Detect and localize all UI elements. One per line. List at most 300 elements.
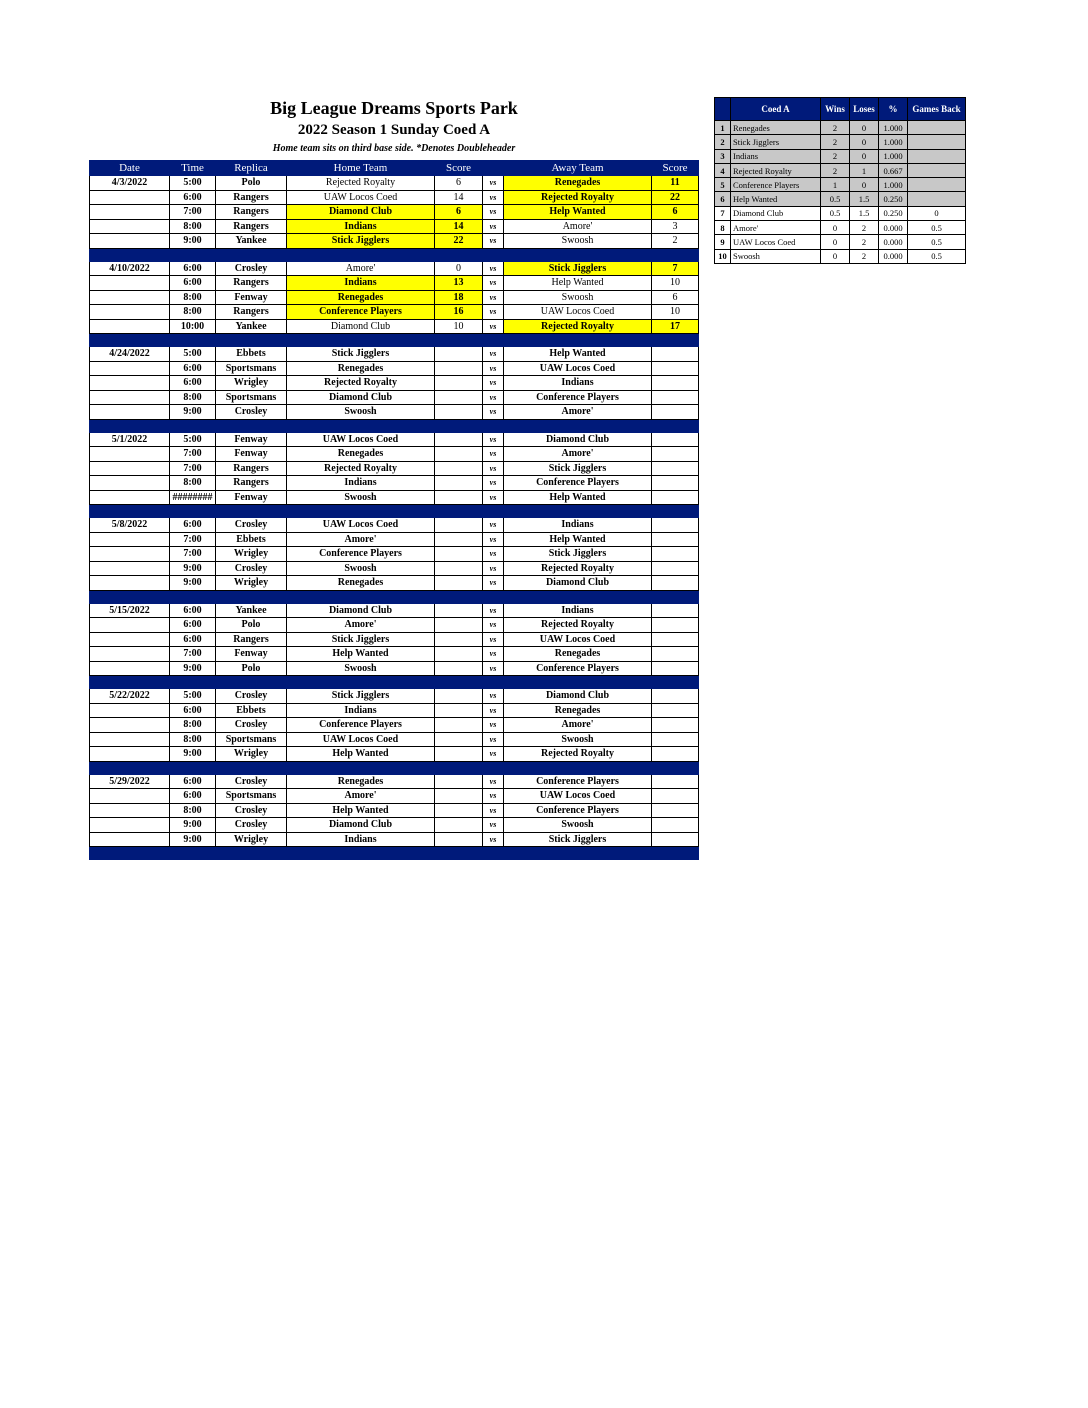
- away-team: Renegades: [504, 703, 652, 718]
- vs-label: vs: [483, 718, 504, 733]
- away-score: 6: [652, 205, 699, 220]
- vs-label: vs: [483, 447, 504, 462]
- separator-cell: [483, 248, 504, 261]
- separator-cell: [435, 248, 483, 261]
- home-score: [435, 747, 483, 762]
- separator-cell: [504, 334, 652, 347]
- standings-header-rank: [715, 98, 731, 121]
- schedule-row: [90, 219, 699, 234]
- game-date: [90, 490, 170, 505]
- game-field: Rangers: [216, 461, 287, 476]
- away-score: [652, 547, 699, 562]
- standings-games-back: 0.5: [908, 249, 966, 263]
- standings-wins: 0: [821, 221, 850, 235]
- away-score: [652, 703, 699, 718]
- game-field: Crosley: [216, 405, 287, 420]
- standings-loses: 2: [850, 221, 879, 235]
- game-date: [90, 647, 170, 662]
- game-date: [90, 747, 170, 762]
- game-date: [90, 661, 170, 676]
- separator-cell: [216, 847, 287, 860]
- standings-wins: 2: [821, 135, 850, 149]
- vs-label: vs: [483, 747, 504, 762]
- away-score: [652, 432, 699, 447]
- home-score: [435, 532, 483, 547]
- game-time: 6:00: [170, 789, 216, 804]
- vs-label: vs: [483, 518, 504, 533]
- col-header-home-score: Score: [435, 161, 483, 176]
- away-score: 3: [652, 219, 699, 234]
- separator-cell: [90, 590, 170, 603]
- away-score: [652, 361, 699, 376]
- standings-team: Conference Players: [731, 178, 821, 192]
- home-score: [435, 547, 483, 562]
- home-score: [435, 447, 483, 462]
- away-team: Renegades: [504, 647, 652, 662]
- separator-cell: [216, 676, 287, 689]
- standings-loses: 1.5: [850, 206, 879, 220]
- standings-row: [715, 163, 966, 177]
- away-team: Help Wanted: [504, 276, 652, 291]
- vs-label: vs: [483, 703, 504, 718]
- home-team: Diamond Club: [287, 818, 435, 833]
- game-time: 8:00: [170, 803, 216, 818]
- game-field: Sportsmans: [216, 361, 287, 376]
- game-time: 7:00: [170, 532, 216, 547]
- game-date: [90, 190, 170, 205]
- separator-cell: [652, 847, 699, 860]
- standings-rank: 3: [715, 149, 731, 163]
- game-time: 6:00: [170, 376, 216, 391]
- separator-cell: [435, 505, 483, 518]
- home-team: UAW Locos Coed: [287, 190, 435, 205]
- away-team: Conference Players: [504, 476, 652, 491]
- standings-wins: 1: [821, 178, 850, 192]
- schedule-row: [90, 518, 699, 533]
- away-score: [652, 747, 699, 762]
- game-time: 6:00: [170, 774, 216, 789]
- game-field: Rangers: [216, 205, 287, 220]
- home-score: [435, 390, 483, 405]
- away-team: UAW Locos Coed: [504, 361, 652, 376]
- home-team: Amore': [287, 789, 435, 804]
- schedule-row: [90, 376, 699, 391]
- standings-team: Stick Jigglers: [731, 135, 821, 149]
- game-date: [90, 205, 170, 220]
- game-field: Ebbets: [216, 532, 287, 547]
- separator-cell: [216, 334, 287, 347]
- standings-header-team: Coed A: [731, 98, 821, 121]
- standings-body: [715, 121, 966, 264]
- vs-label: vs: [483, 661, 504, 676]
- standings-team: Help Wanted: [731, 192, 821, 206]
- home-score: [435, 803, 483, 818]
- home-score: [435, 832, 483, 847]
- game-time: 8:00: [170, 718, 216, 733]
- standings-games-back: [908, 178, 966, 192]
- standings-loses: 0: [850, 178, 879, 192]
- away-score: 17: [652, 319, 699, 334]
- separator-cell: [504, 248, 652, 261]
- standings-loses: 1: [850, 163, 879, 177]
- schedule-row: [90, 305, 699, 320]
- separator-cell: [90, 334, 170, 347]
- game-date: [90, 618, 170, 633]
- away-score: [652, 632, 699, 647]
- away-score: [652, 818, 699, 833]
- home-team: UAW Locos Coed: [287, 518, 435, 533]
- standings-rank: 2: [715, 135, 731, 149]
- home-team: Help Wanted: [287, 803, 435, 818]
- schedule-row: [90, 176, 699, 191]
- standings-header-row: [715, 98, 966, 121]
- schedule-row: [90, 490, 699, 505]
- separator-cell: [90, 505, 170, 518]
- game-time: 9:00: [170, 405, 216, 420]
- standings-rank: 5: [715, 178, 731, 192]
- away-score: [652, 347, 699, 362]
- away-team: Indians: [504, 376, 652, 391]
- separator-cell: [90, 847, 170, 860]
- schedule-row: [90, 390, 699, 405]
- game-field: Ebbets: [216, 703, 287, 718]
- game-field: Wrigley: [216, 576, 287, 591]
- home-score: 16: [435, 305, 483, 320]
- away-team: Help Wanted: [504, 347, 652, 362]
- game-time: 9:00: [170, 561, 216, 576]
- home-score: [435, 718, 483, 733]
- away-team: Conference Players: [504, 803, 652, 818]
- away-team: Stick Jigglers: [504, 461, 652, 476]
- schedule-row: [90, 319, 699, 334]
- away-team: UAW Locos Coed: [504, 305, 652, 320]
- home-team: Renegades: [287, 774, 435, 789]
- game-field: Sportsmans: [216, 732, 287, 747]
- standings-games-back: 0.5: [908, 221, 966, 235]
- schedule-row: [90, 532, 699, 547]
- schedule-row: [90, 803, 699, 818]
- game-date: [90, 234, 170, 249]
- home-team: Diamond Club: [287, 319, 435, 334]
- schedule-row: [90, 818, 699, 833]
- week-separator: [90, 419, 699, 432]
- standings-loses: 0: [850, 135, 879, 149]
- game-time: 7:00: [170, 547, 216, 562]
- game-field: Rangers: [216, 219, 287, 234]
- away-team: Help Wanted: [504, 532, 652, 547]
- game-date: [90, 276, 170, 291]
- separator-cell: [504, 590, 652, 603]
- standings-table: [714, 97, 966, 264]
- standings-team: UAW Locos Coed: [731, 235, 821, 249]
- col-header-away-team: Away Team: [504, 161, 652, 176]
- schedule-row: [90, 347, 699, 362]
- standings-loses: 0: [850, 121, 879, 135]
- separator-cell: [170, 590, 216, 603]
- separator-cell: [170, 334, 216, 347]
- game-time: 5:00: [170, 347, 216, 362]
- home-team: Conference Players: [287, 305, 435, 320]
- standings-games-back: [908, 192, 966, 206]
- vs-label: vs: [483, 390, 504, 405]
- game-date: [90, 319, 170, 334]
- standings-team: Diamond Club: [731, 206, 821, 220]
- away-team: Swoosh: [504, 732, 652, 747]
- standings-games-back: [908, 121, 966, 135]
- standings-wins: 0.5: [821, 192, 850, 206]
- home-score: 0: [435, 261, 483, 276]
- away-team: Rejected Royalty: [504, 618, 652, 633]
- away-score: [652, 461, 699, 476]
- separator-cell: [652, 248, 699, 261]
- schedule-row: [90, 647, 699, 662]
- home-score: [435, 661, 483, 676]
- home-team: Renegades: [287, 447, 435, 462]
- away-score: [652, 661, 699, 676]
- standings-pct: 1.000: [879, 178, 908, 192]
- vs-label: vs: [483, 290, 504, 305]
- away-score: 10: [652, 276, 699, 291]
- game-field: Polo: [216, 618, 287, 633]
- standings-pct: 0.000: [879, 249, 908, 263]
- schedule-row: [90, 561, 699, 576]
- vs-label: vs: [483, 261, 504, 276]
- standings-pct: 0.667: [879, 163, 908, 177]
- vs-label: vs: [483, 774, 504, 789]
- schedule-row: [90, 276, 699, 291]
- away-score: [652, 689, 699, 704]
- schedule-row: [90, 290, 699, 305]
- game-time: 5:00: [170, 432, 216, 447]
- game-date: [90, 818, 170, 833]
- game-date: [90, 476, 170, 491]
- schedule-row: [90, 603, 699, 618]
- standings-row: [715, 149, 966, 163]
- vs-label: vs: [483, 647, 504, 662]
- away-team: Rejected Royalty: [504, 319, 652, 334]
- separator-cell: [90, 248, 170, 261]
- week-separator: [90, 761, 699, 774]
- separator-cell: [504, 419, 652, 432]
- page-title: Big League Dreams Sports Park: [270, 98, 518, 118]
- home-team: Swoosh: [287, 490, 435, 505]
- schedule-row: [90, 789, 699, 804]
- home-team: Conference Players: [287, 718, 435, 733]
- away-team: UAW Locos Coed: [504, 632, 652, 647]
- standings-team: Rejected Royalty: [731, 163, 821, 177]
- schedule-row: [90, 261, 699, 276]
- game-time: 9:00: [170, 818, 216, 833]
- separator-cell: [483, 419, 504, 432]
- game-field: Fenway: [216, 432, 287, 447]
- separator-cell: [170, 505, 216, 518]
- schedule-row: [90, 361, 699, 376]
- away-score: [652, 405, 699, 420]
- game-date: [90, 532, 170, 547]
- game-date: [90, 576, 170, 591]
- col-header-time: Time: [170, 161, 216, 176]
- home-score: [435, 689, 483, 704]
- schedule-row: [90, 774, 699, 789]
- game-time: 8:00: [170, 305, 216, 320]
- away-team: Indians: [504, 518, 652, 533]
- standings-wins: 2: [821, 121, 850, 135]
- standings-wins: 2: [821, 149, 850, 163]
- schedule-row: [90, 190, 699, 205]
- standings-pct: 0.250: [879, 192, 908, 206]
- game-time: 6:00: [170, 603, 216, 618]
- standings-team: Renegades: [731, 121, 821, 135]
- away-score: [652, 576, 699, 591]
- home-team: Conference Players: [287, 547, 435, 562]
- away-score: [652, 618, 699, 633]
- standings-row: [715, 235, 966, 249]
- away-team: Rejected Royalty: [504, 747, 652, 762]
- home-score: [435, 518, 483, 533]
- schedule-row: [90, 205, 699, 220]
- game-time: 8:00: [170, 390, 216, 405]
- col-header-home-team: Home Team: [287, 161, 435, 176]
- separator-cell: [483, 505, 504, 518]
- separator-cell: [435, 590, 483, 603]
- away-team: Help Wanted: [504, 490, 652, 505]
- game-date: [90, 305, 170, 320]
- away-score: [652, 376, 699, 391]
- week-separator: [90, 590, 699, 603]
- game-date: 4/24/2022: [90, 347, 170, 362]
- standings-pct: 1.000: [879, 121, 908, 135]
- home-score: [435, 561, 483, 576]
- game-time: 8:00: [170, 219, 216, 234]
- separator-cell: [504, 676, 652, 689]
- home-score: [435, 461, 483, 476]
- home-score: 22: [435, 234, 483, 249]
- schedule-row: [90, 234, 699, 249]
- separator-cell: [216, 761, 287, 774]
- separator-cell: [504, 505, 652, 518]
- home-team: Rejected Royalty: [287, 376, 435, 391]
- standings-rank: 9: [715, 235, 731, 249]
- game-date: [90, 547, 170, 562]
- game-time: 6:00: [170, 276, 216, 291]
- separator-cell: [435, 419, 483, 432]
- away-score: [652, 774, 699, 789]
- col-header-date: Date: [90, 161, 170, 176]
- separator-cell: [287, 505, 435, 518]
- standings-header-loses: Loses: [850, 98, 879, 121]
- standings-games-back: [908, 135, 966, 149]
- game-time: 10:00: [170, 319, 216, 334]
- separator-cell: [287, 590, 435, 603]
- schedule-row: [90, 618, 699, 633]
- separator-cell: [287, 676, 435, 689]
- away-team: Swoosh: [504, 818, 652, 833]
- game-date: [90, 376, 170, 391]
- home-score: [435, 347, 483, 362]
- standings-games-back: [908, 163, 966, 177]
- away-team: Help Wanted: [504, 205, 652, 220]
- game-field: Wrigley: [216, 832, 287, 847]
- vs-label: vs: [483, 689, 504, 704]
- schedule-row: [90, 832, 699, 847]
- game-time: 6:00: [170, 261, 216, 276]
- game-date: [90, 803, 170, 818]
- game-field: Crosley: [216, 518, 287, 533]
- home-team: Rejected Royalty: [287, 176, 435, 191]
- game-field: Wrigley: [216, 747, 287, 762]
- away-team: Amore': [504, 405, 652, 420]
- home-score: 14: [435, 190, 483, 205]
- home-score: [435, 405, 483, 420]
- standings-wins: 0: [821, 249, 850, 263]
- game-time: 6:00: [170, 618, 216, 633]
- game-field: Fenway: [216, 647, 287, 662]
- home-team: Stick Jigglers: [287, 234, 435, 249]
- game-time: 9:00: [170, 576, 216, 591]
- game-field: Crosley: [216, 774, 287, 789]
- game-time: 7:00: [170, 647, 216, 662]
- game-time: 5:00: [170, 176, 216, 191]
- game-time: 6:00: [170, 190, 216, 205]
- vs-label: vs: [483, 803, 504, 818]
- standings-row: [715, 192, 966, 206]
- game-field: Yankee: [216, 234, 287, 249]
- game-time: 9:00: [170, 661, 216, 676]
- home-team: Indians: [287, 276, 435, 291]
- away-score: [652, 718, 699, 733]
- game-field: Sportsmans: [216, 390, 287, 405]
- away-score: [652, 447, 699, 462]
- vs-label: vs: [483, 305, 504, 320]
- separator-cell: [652, 334, 699, 347]
- page-note: Home team sits on third base side. *Denotes Doubleheader: [272, 143, 516, 154]
- separator-cell: [652, 505, 699, 518]
- home-score: [435, 490, 483, 505]
- week-separator: [90, 847, 699, 860]
- separator-cell: [170, 761, 216, 774]
- game-date: [90, 447, 170, 462]
- vs-label: vs: [483, 532, 504, 547]
- game-field: Crosley: [216, 689, 287, 704]
- game-date: [90, 732, 170, 747]
- game-time: 6:00: [170, 632, 216, 647]
- vs-label: vs: [483, 618, 504, 633]
- vs-label: vs: [483, 432, 504, 447]
- vs-label: vs: [483, 405, 504, 420]
- game-field: Yankee: [216, 319, 287, 334]
- home-team: UAW Locos Coed: [287, 732, 435, 747]
- standings-row: [715, 135, 966, 149]
- separator-cell: [170, 419, 216, 432]
- home-team: Renegades: [287, 576, 435, 591]
- away-team: Swoosh: [504, 234, 652, 249]
- game-date: [90, 789, 170, 804]
- game-time: 8:00: [170, 290, 216, 305]
- game-date: 4/10/2022: [90, 261, 170, 276]
- home-score: 18: [435, 290, 483, 305]
- game-date: 5/29/2022: [90, 774, 170, 789]
- separator-cell: [435, 847, 483, 860]
- standings-wins: 0: [821, 235, 850, 249]
- schedule-row: [90, 689, 699, 704]
- game-date: [90, 461, 170, 476]
- separator-cell: [90, 676, 170, 689]
- vs-label: vs: [483, 205, 504, 220]
- separator-cell: [652, 590, 699, 603]
- away-team: Stick Jigglers: [504, 261, 652, 276]
- home-team: Diamond Club: [287, 390, 435, 405]
- game-date: [90, 561, 170, 576]
